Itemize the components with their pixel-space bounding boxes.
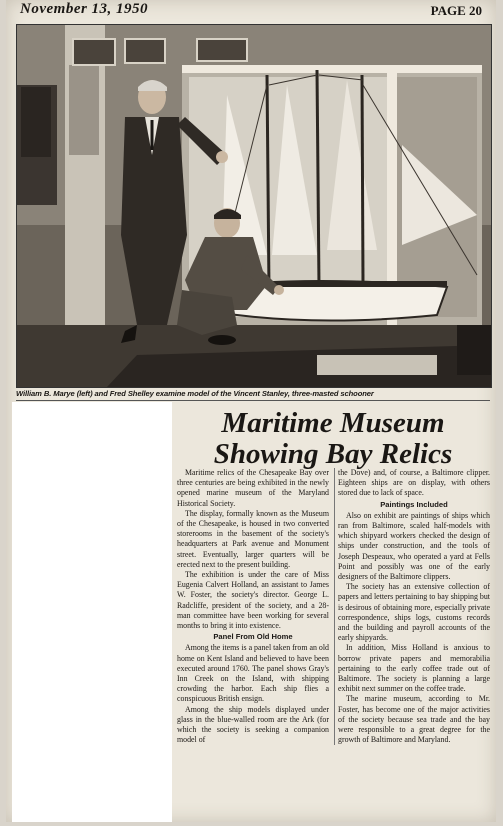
paragraph: the Dove) and, of course, a Baltimore clipper. Eighteen ships are on display, with others stored due to lack of space. [338,468,490,498]
article-headline [176,408,490,470]
photo-caption: William B. Marye (left) and Fred Shelley examine model of the Vincent Stanley, three-masted schooner [16,389,374,398]
paragraph: Maritime relics of the Chesapeake Bay over three centuries are being exhibited in the newly opened marine museum of the Maryland Historical Society. [177,468,329,508]
page-number: PAGE 20 [430,3,482,18]
headline-line-2: Showing Bay Relics [213,438,453,470]
paragraph: Among the items is a panel taken from an old home on Kent Island and believed to have been executed around 1760. The panel shows Gray's Inn Creek on the Island, with shipping crowding the harbor. Each ship flies a conspicuous British ensign. [177,643,329,704]
blank-clipping-area [12,402,172,822]
page-header [20,0,482,22]
issue-date: November 13, 1950 [20,1,149,17]
paragraph: Among the ship models displayed under glass in the blue-walled room are the Ark (for which the society is seeking a companion model of [177,704,329,745]
news-photo [16,24,492,388]
headline-line-1: Maritime Museum [221,407,445,439]
caption-rule [16,400,490,401]
paragraph: The marine museum, according to Mr. Foster, has become one of the major activities of the society because sea trade and the bay were responsible to a great degree for the growth of Baltimore and Maryland. [338,694,490,745]
subheading: Panel From Old Home [213,632,293,642]
paragraph: In addition, Miss Holland is anxious to borrow private papers and memorabilia pertaining to the early coffee trade out of Baltimore. The society is planning a large exhibit next summer on the coffee trade. [338,643,490,694]
article-column-2 [334,468,490,745]
paragraph: The society has an extensive collection of papers and letters pertaining to bay shipping but is desirous of obtaining more, especially private correspondence, ships logs, customs records and the building and payroll accounts of the early shipyards. [338,582,490,643]
subheading: Paintings Included [380,499,448,509]
paragraph: The display, formally known as the Museum of the Chesapeake, is housed in two converted storerooms in the basement of the society's headquarters at Park avenue and Monument street. Eventually, larger quarters will be erected next to the present building. [177,508,329,569]
article-column-1 [177,468,329,745]
photo-illustration [17,25,491,387]
paragraph: Also on exhibit are paintings of ships which ran from Baltimore, scaled half-models with which shipyard workers checked the design of ships under construction, and the tools of Joseph Despeaux, who operated a yard at Fells Point and possibly was one of the early designers of the Baltimore clippers. [338,510,490,582]
paragraph: The exhibition is under the care of Miss Eugenia Calvert Holland, an assistant to James W. Foster, the society's director. George L. Radcliffe, president of the society, and a 28-man committee have been working for several months to bring it into existence. [177,570,329,631]
